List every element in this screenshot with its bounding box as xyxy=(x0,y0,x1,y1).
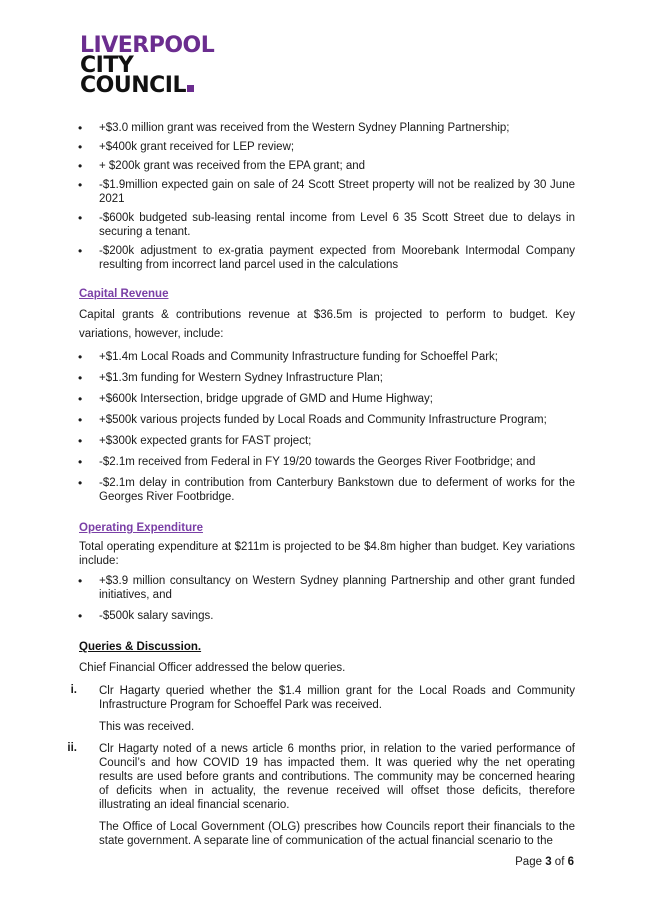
query-response: This was received. xyxy=(99,721,195,733)
list-item: • +$600k Intersection, bridge upgrade of GMD and Hume Highway; xyxy=(79,392,575,406)
logo-square-icon xyxy=(187,85,194,92)
list-item: • +$400k grant received for LEP review; xyxy=(79,140,575,154)
logo-line-city: CITY xyxy=(80,53,134,78)
list-item: • -$2.1m received from Federal in FY 19/20 towards the Georges River Footbridge; and xyxy=(79,455,575,469)
operating-bullet-list xyxy=(79,574,575,623)
query-number: ii. xyxy=(67,742,77,754)
logo-line-council: COUNCIL xyxy=(80,76,214,96)
logo-line-liverpool: LIVERPOOL xyxy=(80,33,215,58)
list-item: • +$1.3m funding for Western Sydney Infrastructure Plan; xyxy=(79,371,575,385)
list-item: • -$200k adjustment to ex-gratia payment expected from Moorebank Intermodal Company resulting from incorrect land parcel used in the calculations xyxy=(79,244,575,272)
list-item: • +$300k expected grants for FAST project; xyxy=(79,434,575,448)
query-text: Clr Hagarty queried whether the $1.4 million grant for the Local Roads and Community Infrastructure Program for Schoeffel Park was received. xyxy=(99,685,575,711)
capital-bullet-list xyxy=(79,350,575,504)
queries-heading: Queries & Discussion. xyxy=(79,641,202,653)
query-number: i. xyxy=(70,684,77,696)
query-response: The Office of Local Government (OLG) prescribes how Councils report their financials to the state government. A separate line of communication of the actual financial scenario to the xyxy=(99,821,575,847)
operating-expenditure-intro: Total operating expenditure at $211m is projected to be $4.8m higher than budget. Key variations include: xyxy=(79,541,575,567)
list-item: • -$600k budgeted sub-leasing rental income from Level 6 35 Scott Street due to delays in securing a tenant. xyxy=(79,211,575,239)
council-logo xyxy=(80,33,215,98)
capital-revenue-heading: Capital Revenue xyxy=(79,288,169,300)
list-item: • +$3.9 million consultancy on Western Sydney planning Partnership and other grant funded initiatives, and xyxy=(79,574,575,602)
query-text: Clr Hagarty noted of a news article 6 months prior, in relation to the varied performance of Council’s and how COVID 19 has impacted them. It was queried why the net operating results are used before grants and contributions. The community may be concerned hearing of deficits when in actuality, the revenue received will offset those deficits, therefore illustrating an ideal financial scenario. xyxy=(99,743,575,811)
list-item: • +$1.4m Local Roads and Community Infrastructure funding for Schoeffel Park; xyxy=(79,350,575,364)
list-item: • +$3.0 million grant was received from the Western Sydney Planning Partnership; xyxy=(79,121,575,135)
query-item xyxy=(67,742,575,848)
capital-revenue-intro: Capital grants & contributions revenue at $36.5m is projected to perform to budget. Key variations, however, include: xyxy=(79,309,575,340)
list-item: • +$500k various projects funded by Local Roads and Community Infrastructure Program; xyxy=(79,413,575,427)
query-item xyxy=(70,684,575,734)
operating-expenditure-heading: Operating Expenditure xyxy=(79,522,203,534)
list-item: • -$500k salary savings. xyxy=(79,609,575,623)
list-item: • -$2.1m delay in contribution from Canterbury Bankstown due to deferment of works for the Georges River Footbridge. xyxy=(79,476,575,504)
page-number: Page 3 of 6 xyxy=(515,856,574,868)
queries-intro: Chief Financial Officer addressed the below queries. xyxy=(79,662,346,674)
list-item: • + $200k grant was received from the EPA grant; and xyxy=(79,159,575,173)
list-item: • -$1.9million expected gain on sale of 24 Scott Street property will not be realized by 30 June 2021 xyxy=(79,178,575,206)
intro-bullet-list xyxy=(79,121,575,272)
queries-list xyxy=(67,684,575,848)
document-body xyxy=(67,121,575,856)
